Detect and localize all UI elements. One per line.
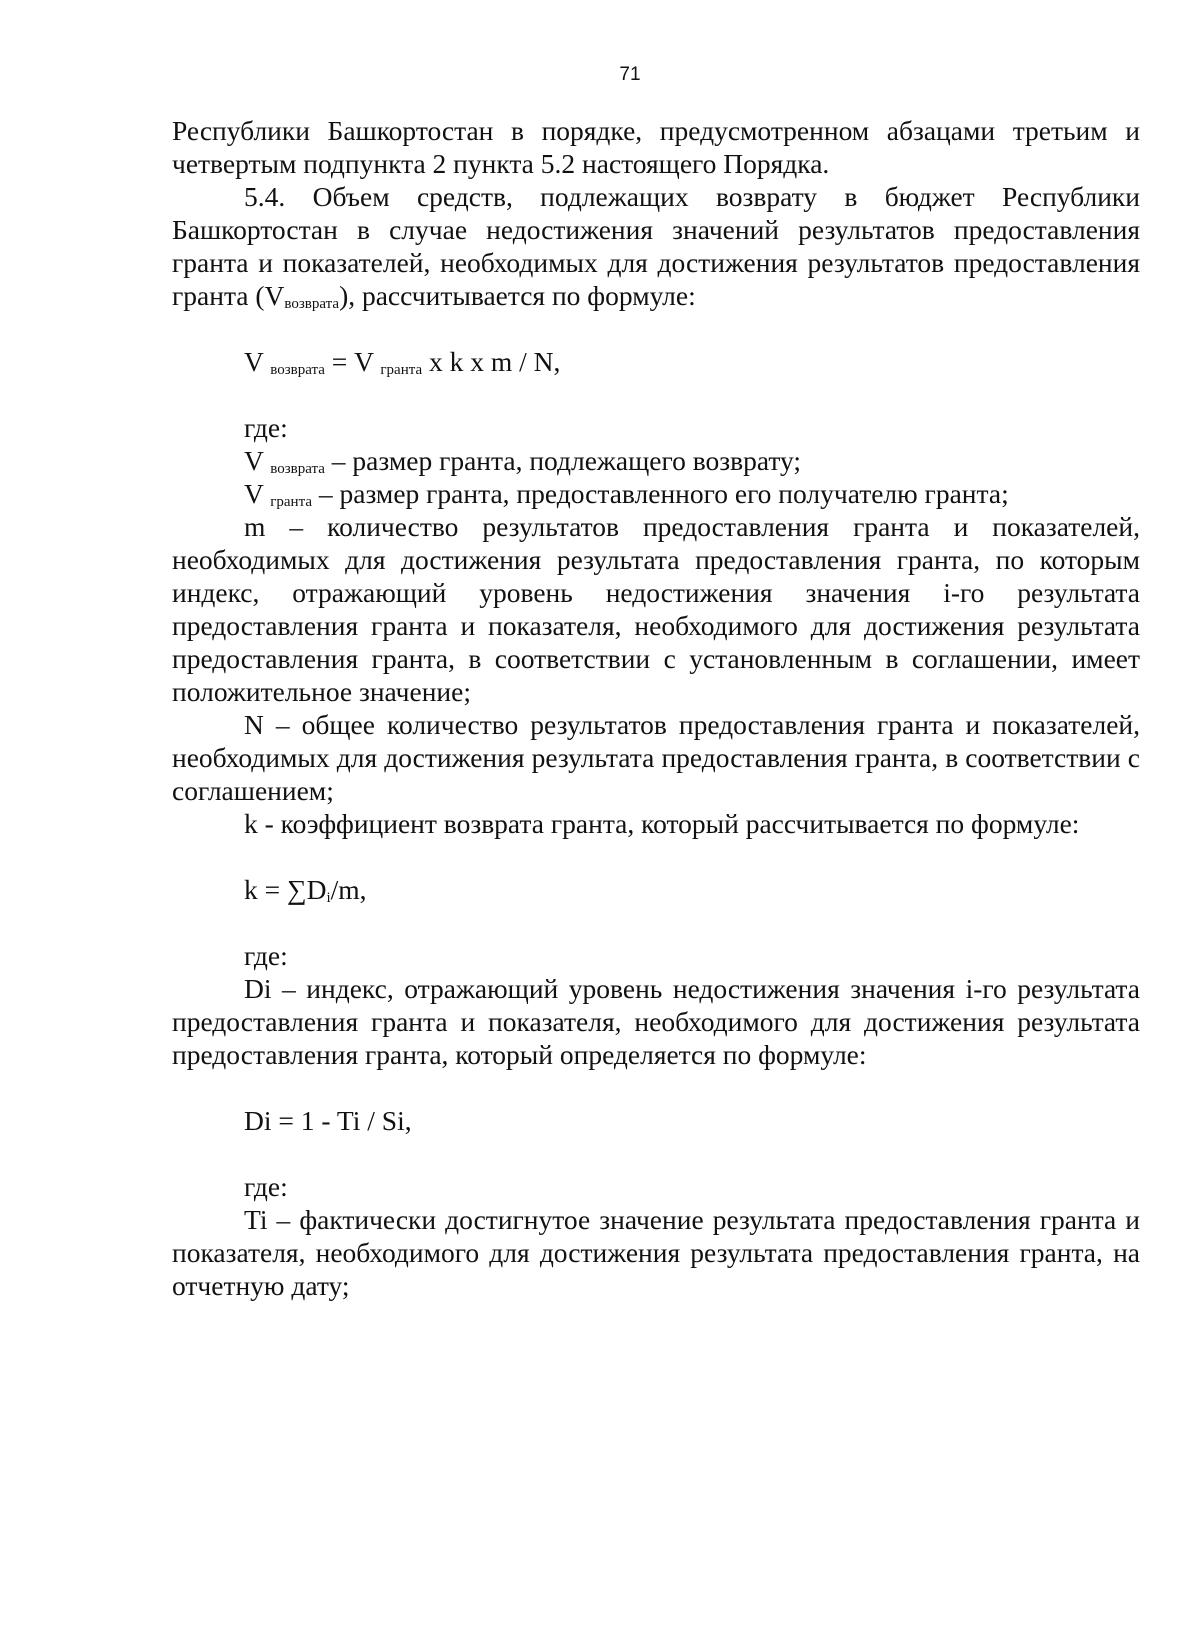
formula-part: x k x m / N,	[422, 346, 561, 377]
where-label: где:	[244, 412, 288, 443]
definition-symbol: V	[244, 445, 264, 476]
formula-di: Di = 1 - Ti / Si,	[244, 1105, 412, 1136]
definition-symbol: V	[244, 478, 264, 509]
document-body	[172, 114, 1140, 1302]
formula-part: k = ∑D	[244, 874, 327, 905]
formula-subscript: i	[326, 890, 331, 906]
spacer	[172, 1137, 1140, 1170]
spacer	[172, 312, 1140, 345]
formula-subscript: возврата	[270, 362, 325, 378]
definition-text: – размер гранта, предоставленного его получателю гранта;	[311, 478, 1009, 509]
formula-part: = V	[324, 346, 374, 377]
definition-subscript: гранта	[270, 494, 312, 510]
definition-k: k - коэффициент возврата гранта, который рассчитывается по формуле:	[244, 808, 1080, 839]
where-label: где:	[244, 940, 288, 971]
formula-part: /m,	[330, 874, 367, 905]
spacer	[172, 378, 1140, 411]
spacer	[172, 840, 1140, 873]
subscript-vozvrata: возврата	[284, 296, 340, 312]
paragraph-5-4-text: 5.4. Объем средств, подлежащих возврату в бюджет Республики Башкортостан в случае недостижения значений результатов предоставления гранта и показателей, необходимых для достижения результатов предоставления гранта (V	[172, 181, 1140, 311]
definition-subscript: возврата	[270, 461, 325, 477]
definition-m: m – количество результатов предоставления гранта и показателей, необходимых для достижения результата предоставления гранта, по которым индекс, отражающий уровень недостижения значения i-го результата предоставления гранта и показателя, необходимого для достижения результата предоставления гранта, в соответствии с установленным в соглашении, имеет положительное значение;	[172, 511, 1140, 707]
formula-subscript: гранта	[380, 362, 423, 378]
spacer	[172, 1071, 1140, 1104]
paragraph-5-4-tail: ), рассчитывается по формуле:	[339, 280, 696, 311]
page-number: 71	[619, 64, 641, 85]
paragraph-5-4	[172, 180, 1140, 312]
spacer	[172, 906, 1140, 939]
definition-ti: Ti – фактически достигнутое значение результата предоставления гранта и показателя, необходимого для достижения результата предоставления гранта, на отчетную дату;	[172, 1204, 1140, 1301]
definition-di: Di – индекс, отражающий уровень недостижения значения i-го результата предоставления гранта и показателя, необходимого для достижения результата предоставления гранта, который определяется по формуле:	[172, 973, 1140, 1070]
definition-text: – размер гранта, подлежащего возврату;	[324, 445, 802, 476]
definition-n: N – общее количество результатов предоставления гранта и показателей, необходимых для достижения результата предоставления гранта, в соответствии с соглашением;	[172, 709, 1140, 806]
definition-v-grant	[172, 477, 1140, 510]
definition-v-return	[172, 444, 1140, 477]
where-label: где:	[244, 1171, 288, 1202]
paragraph-continuation: Республики Башкортостан в порядке, предусмотренном абзацами третьим и четвертым подпункта 2 пункта 5.2 настоящего Порядка.	[172, 115, 1140, 179]
formula-v-return	[172, 345, 1140, 378]
formula-symbol: V	[244, 346, 264, 377]
formula-k	[172, 873, 1140, 906]
